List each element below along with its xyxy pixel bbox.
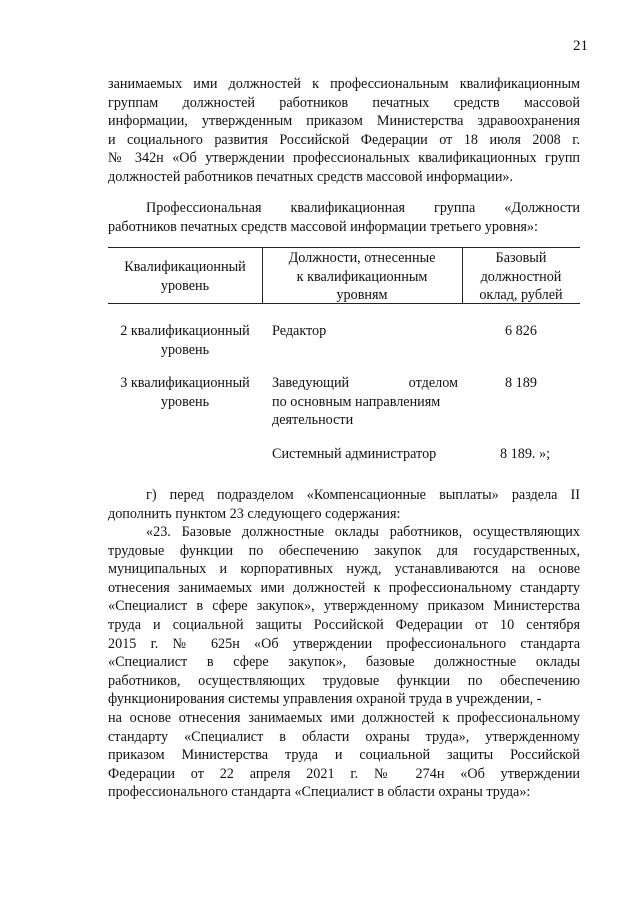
- table-row-position: [272, 374, 458, 430]
- intro-line: и социального развития Российской Федерации от 18 июля 2008 г.: [108, 131, 580, 148]
- header-line: оклад, рублей: [479, 287, 563, 304]
- header-line: Квалификационный: [124, 259, 246, 275]
- table-row-position: [272, 322, 458, 341]
- item-23-line: приказом Министерства труда и социальной защиты Российской: [108, 747, 580, 764]
- level-line: уровень: [160, 341, 210, 358]
- intro-line: информации, утвержденным приказом Министерства здравоохранения: [108, 113, 580, 130]
- intro-line: № 342н «Об утверждении профессиональных квалификационных групп: [108, 150, 580, 167]
- table-row-level: [108, 322, 262, 359]
- page-number: 21: [573, 38, 588, 54]
- position-line: Системный администратор: [272, 446, 437, 462]
- item-23-paragraph: [108, 523, 580, 802]
- item-23-line: трудовые функции по обеспечению закупок для государственных,: [108, 542, 580, 559]
- intro-line: занимаемых ими должностей к профессиональным квалификационным: [108, 76, 580, 92]
- item-23-line: отнесения занимаемых ими должностей к профессиональному стандарту: [108, 579, 580, 596]
- table-header-position: [262, 249, 462, 305]
- item-23-line: «Специалист в сфере закупок», базовые должностные оклады: [108, 654, 580, 671]
- header-line: уровням: [336, 287, 388, 304]
- table-row-position: [272, 445, 462, 464]
- level-line: уровень: [160, 393, 210, 410]
- level-line: 3 квалификационный: [120, 375, 250, 391]
- item-23-line: 2015 г. № 625н «Об утверждении профессионального стандарта: [108, 635, 580, 652]
- group-heading: [108, 199, 580, 236]
- group-heading-line: работников печатных средств массовой информации третьего уровня»:: [108, 218, 538, 235]
- item-g-paragraph: [108, 486, 580, 523]
- item-23-line: труда и социальной защиты Российской Федерации от 10 сентября: [108, 616, 580, 633]
- table-row-salary: 8 189. »;: [500, 446, 551, 462]
- position-line: Редактор: [272, 323, 327, 339]
- item-23-line: муниципальных и корпоративных нужд, устанавливаются на основе: [108, 561, 580, 578]
- intro-paragraph: [108, 75, 580, 187]
- group-heading-line: Профессиональная квалификационная группа «Должности: [146, 200, 580, 216]
- table-top-rule: [108, 247, 580, 248]
- position-line: по основным направлениям: [272, 393, 441, 410]
- header-line: Должности, отнесенные: [288, 250, 436, 266]
- position-line: Заведующий отделом: [272, 375, 458, 391]
- level-line: 2 квалификационный: [120, 323, 250, 339]
- table-row-salary: 8 189: [505, 375, 537, 391]
- item-23-line: «23. Базовые должностные оклады работников, осуществляющих: [146, 524, 580, 540]
- item-g-line: дополнить пунктом 23 следующего содержания:: [108, 505, 401, 522]
- item-23-line: стандарту «Специалист в области охраны труда», утвержденному: [108, 728, 580, 745]
- item-23-line: работников, осуществляющих трудовые функции по обеспечению: [108, 672, 580, 689]
- table-row-salary: 6 826: [505, 323, 537, 339]
- item-23-line: функционирования системы управления охраной труда в учреждении, -: [108, 691, 542, 708]
- item-23-line: Федерации от 22 апреля 2021 г. № 274н «Об утверждении: [108, 765, 580, 782]
- item-23-line: на основе отнесения занимаемых ими должностей к профессиональному: [108, 709, 580, 726]
- intro-line: группам должностей работников печатных средств массовой: [108, 94, 580, 111]
- table-header-salary: [462, 249, 580, 305]
- table-row-level: [108, 374, 262, 411]
- header-line: должностной: [480, 268, 562, 285]
- position-line: деятельности: [272, 412, 354, 429]
- header-line: уровень: [160, 277, 210, 294]
- header-line: к квалификационным: [296, 268, 428, 285]
- intro-line: должностей работников печатных средств массовой информации».: [108, 168, 514, 185]
- item-23-line: «Специалист в сфере закупок», утвержденному приказом Министерства: [108, 598, 580, 615]
- item-g-line: г) перед подразделом «Компенсационные выплаты» раздела II: [146, 487, 580, 503]
- item-23-line: профессионального стандарта «Специалист в области охраны труда»:: [108, 784, 531, 801]
- table-header-level: [108, 258, 262, 295]
- header-line: Базовый: [495, 250, 547, 266]
